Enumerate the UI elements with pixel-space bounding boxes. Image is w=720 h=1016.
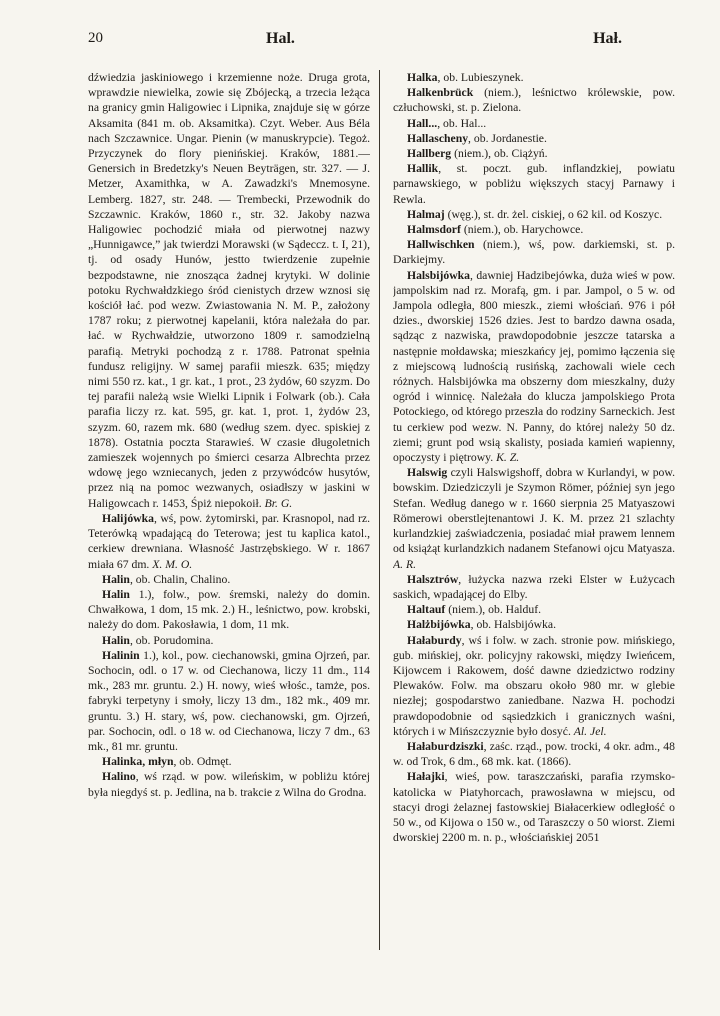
column-divider (379, 70, 380, 950)
entry-headword: Hall... (407, 116, 438, 130)
dictionary-entry (393, 222, 675, 237)
entry-text: (niem.), ob. Ciążyń. (451, 147, 548, 161)
dictionary-entry (393, 161, 675, 207)
dictionary-entry (393, 268, 675, 466)
entry-headword: Halmaj (407, 207, 445, 221)
dictionary-entry (88, 754, 370, 769)
entry-headword: Halmsdorf (407, 223, 461, 237)
entry-text: (niem.), wś, pow. darkiemski, st. p. Darkiejmy. (393, 238, 675, 267)
entry-author-signature: Al. Jel. (573, 724, 607, 738)
dictionary-entry (393, 85, 675, 115)
entry-headword: Hallascheny (407, 131, 469, 145)
entry-text: , wś rząd. w pow. wileńskim, w pobliżu której była niegdyś st. p. Jedlina, na b. trakcie z Wilna do Grodna. (88, 770, 370, 799)
entry-text: , st. poczt. gub. inflandzkiej, powiatu parnawskiego, w pobliżu większych stacyj Parnawy i Rewla. (393, 162, 675, 206)
dictionary-entry (393, 602, 675, 617)
dictionary-entry (393, 146, 675, 161)
entry-headword: Halkenbrück (407, 86, 474, 100)
dictionary-entry (393, 617, 675, 632)
entry-text: dźwiedzia jaskiniowego i krzemienne noże. Druga grota, wprawdzie niewielka, zowie się Zbójecką, a trzecia leżąca na granicy gmin Haligowiec i Lipnika, znajduje się w górze Aksamita (841 m. ob. Aksamitka). Czyt. Weber. Aus Béla nach Szczawnice. Ungar. Pienin (w manuskrypcie). Tegoż. Przyczynek do flory pienińskiej. Kraków, 1881.—Genersich in Bredetzky's Neuen Beyträgen, str. 327. — J. Metzer, Axamithka, w A. Zawadzki's Mnemosyne. Lemberg. 1827, str. 248. — Trembecki, Przewodnik do Szczawnic. Kraków, 1860 r., str. 32. Jakoby nazwa Haligowiec pochodzić miała od pierwotnej nazwy „Hunnigawce,” jak twierdzi Morawski (w Sądeccz. t. I, 21), tj. od osady Hunów, jestto twierdzenie zupełnie bezpodstawne, nie znosząca żadnej krytyki. W dolinie potoku Rychwałdzkiego śród cienistych drzew wznosi się kościół łać. pod wezw. Zwiastowania N. M. P., założony 1787 roku; z pierwotnej kapelanii, która należała do par. łać. w Rychwałdzie, utworzono 1809 r. samodzielną parafią. Metryki pochodzą z r. 1788. Patronat spełnia fundusz religijny. W samej parafii mieszk. 635; między nimi 550 rz. kat., 1 gr. kat., 1 prot., 23 żydów, 60 szyzm. Do tej parafii należą wsie Wielki Lipnik i Folwark (ob.). Cała parafia liczy rz. kat. 595, gr. kat. 1, prot. 1, żydów 23, szyzm. 60, razem mk. 680 (według szem. dyec. spiskiej z 1878). Ostatnia poczta Starawieś. W czasie długoletnich zamieszek wojennych po śmierci cesarza Albrechta przez wdowę jego wzniecanych, jeden z przywódców husytów, przez nią na pomoc wezwanych, osiadłszy w jaskini w Haligowcach r. 1453, Śpiż niepokoił. (88, 71, 370, 510)
entry-headword: Halijówka (102, 511, 154, 525)
dictionary-entry (88, 511, 370, 572)
entry-text: , wieś, pow. taraszczański, parafia rzymsko-katolicka w Piatyhorcach, prawosławna w miejscu, od stacyi drogi żelaznej fastowskiej Białacerkiew odległość o 50 w., od Kijowa o 150 w., od Taraszczy o 50 wiorst. Ziemi dworskiej 2200 m. n. p., włościańskiej 2051 (393, 770, 675, 845)
page-number: 20 (88, 30, 103, 46)
dictionary-entry (88, 648, 370, 754)
entry-headword: Hałaburdy (407, 633, 462, 647)
entry-text: , ob. Chalin, Chalino. (129, 572, 231, 586)
entry-text: , wś i folw. w zach. stronie pow. mińskiego, gub. mińskiej, okr. policyjny rakowski, między Iwieńcem, Kijowcem i Rakowem, dość dawne dziedzictwo rodziny Plewaków. Folw. ma obszaru około 980 mr. w glebie niezłej; gospodarstwo zaniedbane. Nazwa H. pochodzi prawdopodobnie od sąsiedzkich i granicznych waśni, których i w Mińszczyznie było dosyć. (393, 633, 675, 738)
entry-headword: Hallwischken (407, 238, 475, 252)
right-running-head: Hał. (593, 30, 622, 47)
entry-text: , łużycka nazwa rzeki Elster w Łużycach saskich, wpadającej do Elby. (393, 572, 675, 601)
entry-text: czyli Halswigshoff, dobra w Kurlandyi, w pow. bowskim. Dziedziczyli je Szymon Römer, później syn jego Stefan. Według danego w r. 1660 sierpnia 25 Matyaszowi Römerowi oberstlejtenantowi J. K. M. przez 21 szlachty kurlandzkiej zaświadczenia, posiadać miał prawem lennem od książąt kurlandzkich nadanem Stefanowi ojcu Matyasza. (393, 466, 675, 556)
entry-headword: Halin (102, 587, 130, 601)
entry-author-signature: Br. G. (264, 496, 293, 510)
entry-text: , wś, pow. żytomirski, par. Krasnopol, nad rz. Teterówką wpadającą do Teterowa; jest tu kaplica katol., cerkiew drewniana. Własność Jastrzębskiego. W r. 1867 miała 67 dm. (88, 511, 370, 571)
entry-author-signature: K. Z. (496, 451, 520, 465)
entry-headword: Halin (102, 572, 130, 586)
entry-headword: Halka (407, 71, 438, 84)
entry-author-signature: X. M. O. (152, 557, 193, 571)
entry-text: (węg.), st. dr. żel. ciskiej, o 62 kil. od Koszyc. (444, 207, 663, 221)
entry-headword: Halżbijówka (407, 618, 471, 632)
entry-headword: Halsbijówka (407, 268, 470, 282)
dictionary-entry (88, 587, 370, 633)
dictionary-entry (393, 739, 675, 769)
dictionary-entry (88, 769, 370, 799)
entry-headword: Halinin (102, 648, 140, 662)
entry-text: (niem.), ob. Harychowce. (460, 223, 584, 237)
entry-text: , ob. Jordanestie. (468, 131, 547, 145)
entry-headword: Halin (102, 633, 130, 647)
dictionary-entry (393, 572, 675, 602)
entry-text: 1.), folw., pow. śremski, należy do domin. Chwałkowa, 1 dom, 15 mk. 2.) H., leśnictwo, pow. krobski, należy do dom. Pakosławia, 1 dom, 11 mk. (88, 587, 370, 632)
entry-text: (niem.), leśnictwo królewskie, pow. człuchowski, st. p. Zielona. (393, 86, 675, 115)
entry-headword: Hałaburdziszki (407, 739, 484, 753)
dictionary-entry (393, 207, 675, 222)
dictionary-entry (393, 116, 675, 131)
dictionary-entry (393, 131, 675, 146)
entry-headword: Hallik (407, 162, 439, 176)
entry-text: , ob. Halsbijówka. (470, 618, 557, 632)
left-column (88, 70, 370, 950)
dictionary-entry (393, 465, 675, 571)
entry-headword: Hallberg (407, 147, 452, 161)
dictionary-entry (393, 633, 675, 739)
dictionary-entry (88, 633, 370, 648)
dictionary-entry (393, 769, 675, 845)
right-column (393, 70, 675, 950)
page-header (88, 30, 680, 56)
entry-headword: Hałajki (407, 770, 445, 784)
entry-headword: Halsztrów (407, 572, 459, 586)
entry-author-signature: A. R. (393, 557, 417, 571)
entry-text: , ob. Porudomina. (129, 633, 214, 647)
entry-text: (niem.), ob. Halduf. (445, 603, 542, 617)
dictionary-entry (88, 70, 370, 511)
entry-text: , ob. Hal... (437, 116, 487, 130)
entry-text: 1.), kol., pow. ciechanowski, gmina Ojrzeń, par. Sochocin, odl. o 17 w. od Ciechanowa, liczy 11 dm., 114 mk., 283 mr. gruntu. 2.) H. nowy, wieś włośc., tamże, pos. fabryki terpetyny i smoły, liczy 13 dm., 182 mk., 409 mr. gruntu. 3.) H. stary, wś, pow. ciechanowski, gm. Ojrzeń, par. Sochocin, odl. o 18 w. od Ciechanowa, liczy 7 dm., 63 mk., 81 mr. gruntu. (88, 648, 370, 753)
dictionary-entry (393, 237, 675, 267)
entry-headword: Halswig (407, 466, 448, 480)
left-running-head: Hal. (266, 30, 295, 47)
entry-text: , dawniej Hadzibejówka, duża wieś w pow. jampolskim nad rz. Morafą, gm. i par. Jampol, o 5 w. od Jampola odległa, 800 mieszk., ziemi włościań. 976 i pół dzies., dworskiej 1526 dzies. Jest to bardzo dawna osada, sądząc z nazwiska, prawdopodobnie jeszcze tatarska a następnie mołdawska; mieszkańcy jej, pomimo łączenia się z miejscową ludnością rusińską, zachowali wiele cech różnych. Halsbijówka ma obszerny dom mieszkalny, duży ogród i winnicę. Należała do klucza jampolskiego Prota Potockiego, od którego przeszła do rodziny Sarneckich. Jest tu cerkiew pod wezw. N. Panny, do której należy 50 dz. ziemi; grunt pod wsią skalisty, posiada kamień wapienny, opoczysty i piętrowy. (393, 268, 675, 465)
dictionary-entry (393, 70, 675, 85)
dictionary-entry (88, 572, 370, 587)
entry-headword: Haltauf (407, 603, 446, 617)
entry-text: , zaśc. rząd., pow. trocki, 4 okr. adm., 48 w. od Trok, 6 dm., 68 mk. kat. (1866). (393, 739, 675, 769)
entry-headword: Halinka, młyn (102, 755, 174, 769)
entry-text: , ob. Odmęt. (173, 755, 232, 769)
entry-headword: Halino (102, 770, 136, 784)
entry-text: , ob. Lubieszynek. (437, 71, 524, 84)
